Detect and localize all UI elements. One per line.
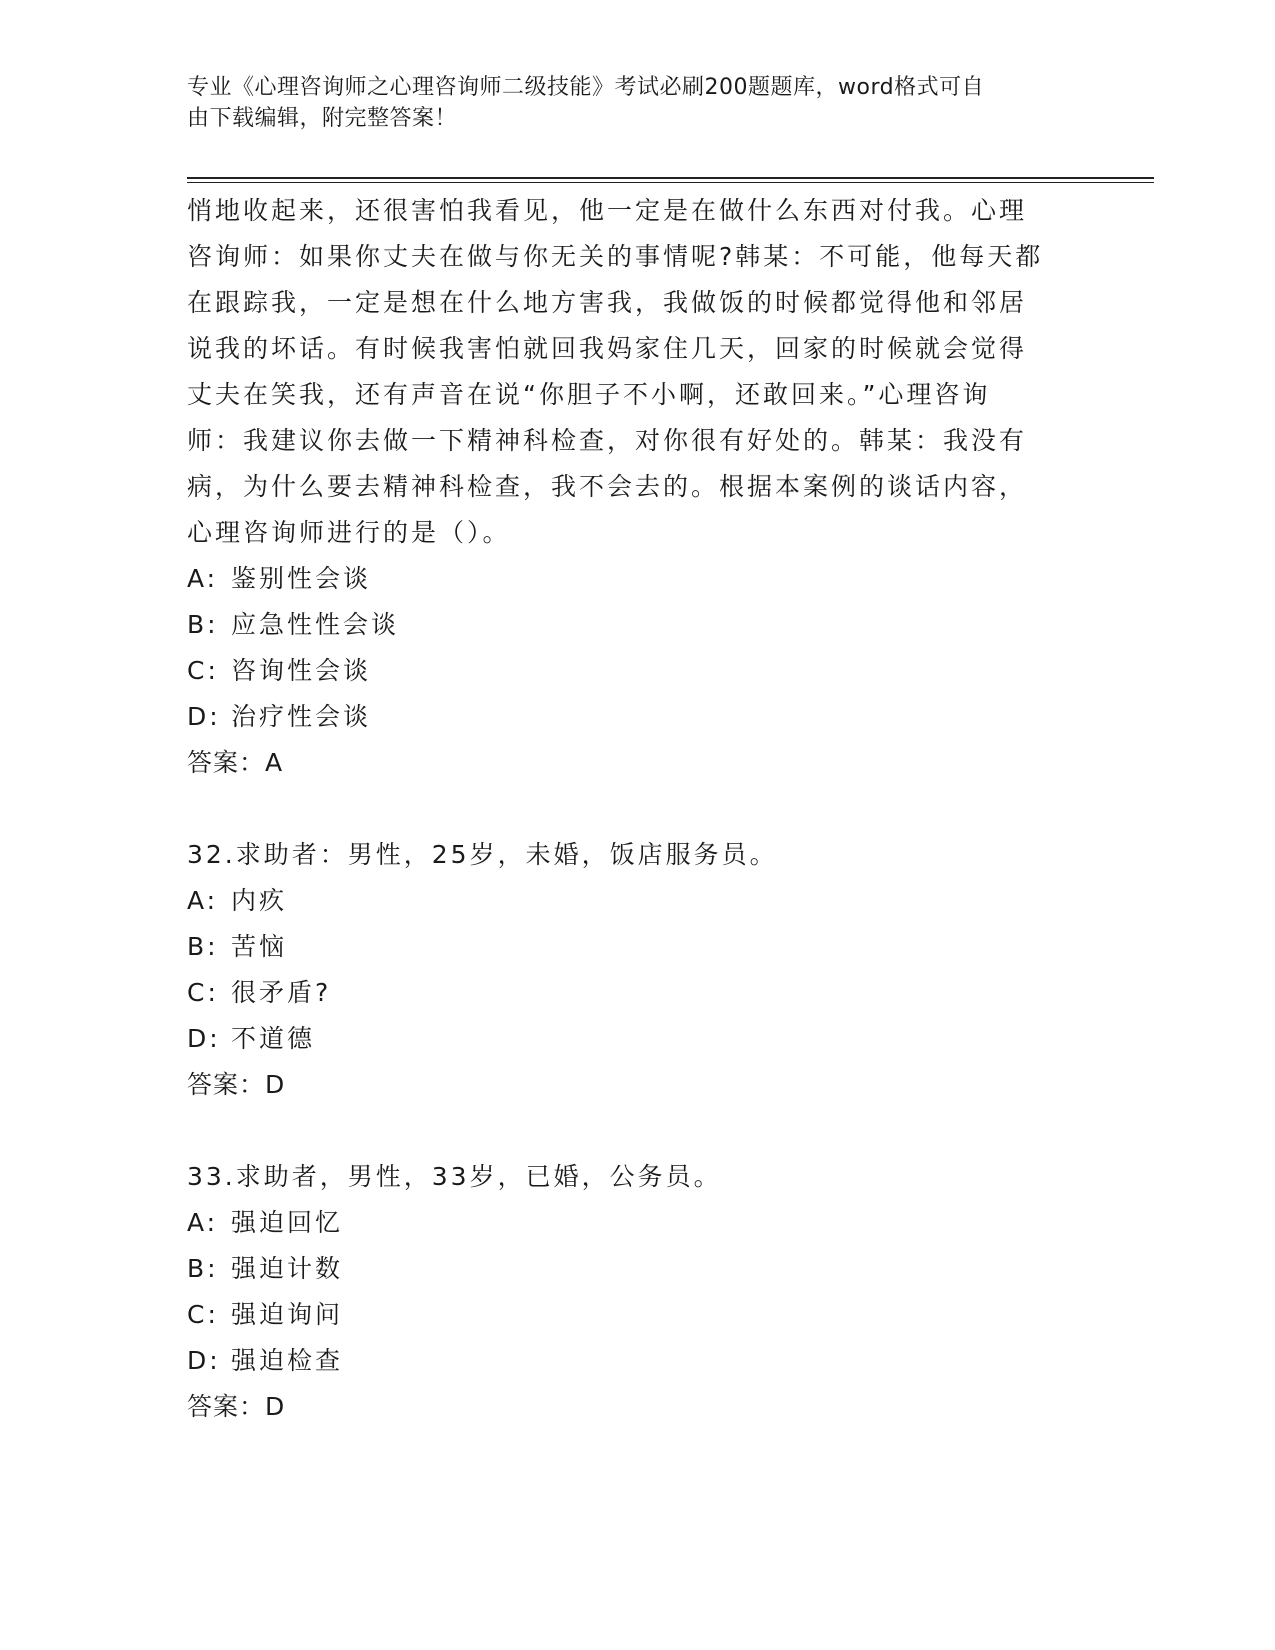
option-c <box>187 648 1087 694</box>
question-text-line: 在跟踪我，一定是想在什么地方害我，我做饭的时候都觉得他和邻居 <box>187 288 1028 317</box>
option-a <box>187 878 1087 924</box>
question-text-line: 师：我建议你去做一下精神科检查，对你很有好处的。韩某：我没有 <box>187 426 1028 455</box>
question-text-line: 病，为什么要去精神科检查，我不会去的。根据本案例的谈话内容， <box>187 472 1028 501</box>
question-text-line: 说我的坏话。有时候我害怕就回我妈家住几天，回家的时候就会觉得 <box>187 334 1028 363</box>
option-key: D: <box>187 1346 221 1375</box>
option-d <box>187 694 1087 740</box>
option-key: A: <box>187 564 219 593</box>
option-text: 强迫回忆 <box>231 1208 344 1237</box>
option-c <box>187 1292 1087 1338</box>
header-divider <box>187 177 1154 183</box>
option-d <box>187 1338 1087 1384</box>
answer-label: 答案： <box>187 748 266 777</box>
question-text-line: 丈夫在笑我，还有声音在说“你胆子不小啊，还敢回来。”心理咨询 <box>187 380 991 409</box>
option-key: C: <box>187 1300 219 1329</box>
option-b <box>187 924 1087 970</box>
option-a <box>187 1200 1087 1246</box>
answer-value: D <box>265 1392 286 1421</box>
option-key: C: <box>187 978 219 1007</box>
option-text: 应急性性会谈 <box>231 610 400 639</box>
option-d <box>187 1016 1087 1062</box>
option-key: B: <box>187 610 219 639</box>
question-stem: 32.求助者：男性，25岁，未婚，饭店服务员。 <box>187 840 778 869</box>
question-31 <box>187 188 1087 786</box>
answer-label: 答案： <box>187 1392 266 1421</box>
option-a <box>187 556 1087 602</box>
option-key: D: <box>187 1024 221 1053</box>
document-header <box>187 72 1067 134</box>
option-key: C: <box>187 656 219 685</box>
option-key: B: <box>187 932 219 961</box>
document-body <box>187 188 1087 1430</box>
option-key: A: <box>187 1208 219 1237</box>
answer-value: A <box>265 748 284 777</box>
question-text-line: 心理咨询师进行的是（）。 <box>187 518 511 547</box>
option-text: 治疗性会谈 <box>231 702 372 731</box>
question-text-line: 咨询师：如果你丈夫在做与你无关的事情呢?韩某：不可能，他每天都 <box>187 242 1044 271</box>
header-line-2: 由下载编辑，附完整答案！ <box>187 106 458 131</box>
answer-label: 答案： <box>187 1070 266 1099</box>
option-text: 鉴别性会谈 <box>231 564 372 593</box>
option-b <box>187 602 1087 648</box>
option-key: B: <box>187 1254 219 1283</box>
answer-line <box>187 1384 1087 1430</box>
option-text: 不道德 <box>231 1024 316 1053</box>
question-stem: 33.求助者，男性，33岁，已婚，公务员。 <box>187 1162 722 1191</box>
option-text: 强迫询问 <box>231 1300 344 1329</box>
header-line-1: 专业《心理咨询师之心理咨询师二级技能》考试必刷200题题库，word格式可自 <box>187 75 985 100</box>
option-text: 咨询性会谈 <box>231 656 372 685</box>
spacer <box>187 786 1087 832</box>
option-key: D: <box>187 702 221 731</box>
answer-line <box>187 740 1087 786</box>
answer-value: D <box>265 1070 286 1099</box>
option-text: 很矛盾? <box>231 978 332 1007</box>
option-c <box>187 970 1087 1016</box>
question-33 <box>187 1154 1087 1430</box>
option-text: 强迫检查 <box>231 1346 344 1375</box>
option-key: A: <box>187 886 219 915</box>
answer-line <box>187 1062 1087 1108</box>
option-text: 苦恼 <box>231 932 288 961</box>
question-32 <box>187 832 1087 1108</box>
option-text: 强迫计数 <box>231 1254 344 1283</box>
option-text: 内疚 <box>231 886 288 915</box>
question-text-line: 悄地收起来，还很害怕我看见，他一定是在做什么东西对付我。心理 <box>187 196 1028 225</box>
option-b <box>187 1246 1087 1292</box>
spacer <box>187 1108 1087 1154</box>
